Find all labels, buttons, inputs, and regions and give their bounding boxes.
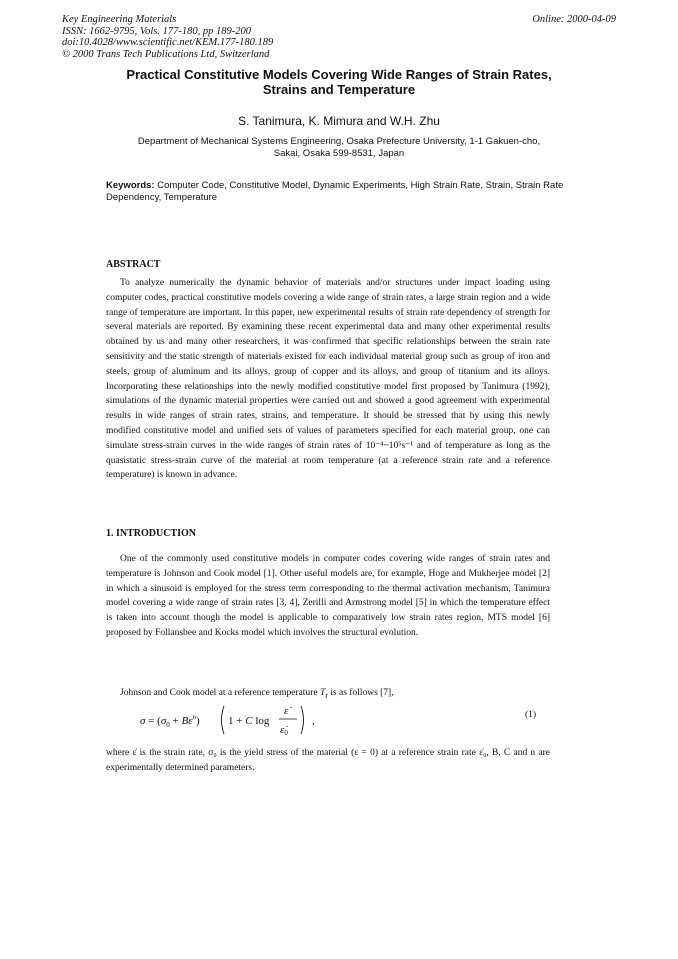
introduction-heading: 1. INTRODUCTION <box>106 528 197 539</box>
journal-line: doi:10.4028/www.scientific.net/KEM.177-180.189 <box>62 37 274 48</box>
journal-info <box>62 14 273 60</box>
jc-text-before: Johnson and Cook model at a reference temperature <box>120 688 320 698</box>
authors: S. Tanimura, K. Mimura and W.H. Zhu <box>238 114 440 128</box>
introduction-paragraph: One of the commonly used constitutive models in computer codes covering wide ranges of strain rates and temperature is Johnson and Cook model [1]. Other useful models are, for example, Hoge and Mukherjee model [2] in which a sinusoid is employed for the stress term corresponding to the thermal activation mechanism, Tanimura model covering a wide range of strain rates [3, 4], Zerilli and Armstrong model [5] in which the temperature effect is taken into account though the model is applicable to comparatively low strain rates region, MTS model [6] proposed by Follansbee and Kocks model which involves the structural evolution. <box>106 554 550 638</box>
strain-rate-range: 10⁻⁴~10⁵s⁻¹ <box>365 440 414 451</box>
title-line: Strains and Temperature <box>262 82 416 97</box>
abstract-text-before: To analyze numerically the dynamic behavior of materials and/or structures under impact loading using computer codes, practical constitutive models covering a wide range of strain rates, a large strain region and a wide range of temperature are important. In this paper, new experimental results of strain rate dependency of strength for several materials are reported. By examining these recent experimental data and many other experimental results obtained by us and many other researchers, it was confirmed that specific relationships between the strain rate sensitivity and the static strength of materials existed for each individual material group such as group of iron and steels, group of aluminum and its alloys, group of copper and its alloys, and group of titanium and its alloys. Incorporating these relationships into the newly modified constitutive model first proposed by Tanimura (1992), simulations of the dynamic material properties were carried out and showed a good agreement with experimental results in wide ranges of strain rates, strains, and temperature. It should be stressed that by using this newly modified constitutive model and unified sets of values of parameters specified for each material group, one can simulate stress-strain curves in the wide ranges of strain rates of <box>106 278 550 451</box>
journal-line: Key Engineering Materials <box>62 14 177 25</box>
paper-title <box>62 67 616 97</box>
svg-text:ε̇0: ε̇0 <box>280 724 288 737</box>
abstract-heading: ABSTRACT <box>106 259 161 270</box>
svg-text:,: , <box>312 715 315 727</box>
keywords-label: Keywords: <box>106 180 155 191</box>
svg-text:ε̇: ε̇ <box>284 705 289 717</box>
jc-text-after: is as follows [7], <box>327 688 394 698</box>
online-date: Online: 2000-04-09 <box>532 14 616 25</box>
affiliation-line: Department of Mechanical Systems Engineering, Osaka Prefecture University, 1-1 Gakuen-cho, <box>137 136 541 147</box>
keywords-text: Computer Code, Constitutive Model, Dynamic Experiments, High Strain Rate, Strain, Strain Rate Dependency, Temperature <box>106 180 564 203</box>
affiliation-line: Sakai, Osaka 599-8531, Japan <box>273 147 405 159</box>
affiliation <box>95 136 583 159</box>
johnson-cook-equation <box>140 700 550 744</box>
title-line: Practical Constitutive Models Covering Wide Ranges of Strain Rates, <box>126 67 552 82</box>
abstract-text-after: and of temperature as long as the quasistatic stress-strain curve of the material at room temperature (at a reference strain rate and a reference temperature) is known in advance. <box>106 440 550 481</box>
svg-text:1 + C log: 1 + C log <box>228 715 270 727</box>
abstract-text <box>106 276 550 483</box>
reference-temperature: T <box>319 688 326 698</box>
keywords <box>106 180 576 203</box>
where-paragraph: where ε̇ is the strain rate, σ₀ is the yield stress of the material (ε = 0) at a reference strain rate ε̇₀, B, C and n are experimentally determined parameters. <box>106 748 550 773</box>
journal-line: © 2000 Trans Tech Publications Ltd, Switzerland <box>62 48 270 60</box>
svg-text:σ = (σ0 + Bεn): $\sigma = (\sigma_0 + B\varepsilon^n)$ <box>140 713 200 729</box>
reference-temperature-subscript: r <box>325 690 328 700</box>
equation-number: (1) <box>525 710 537 720</box>
journal-line: ISSN: 1662-9795, Vols. 177-180, pp 189-200 <box>62 25 251 37</box>
